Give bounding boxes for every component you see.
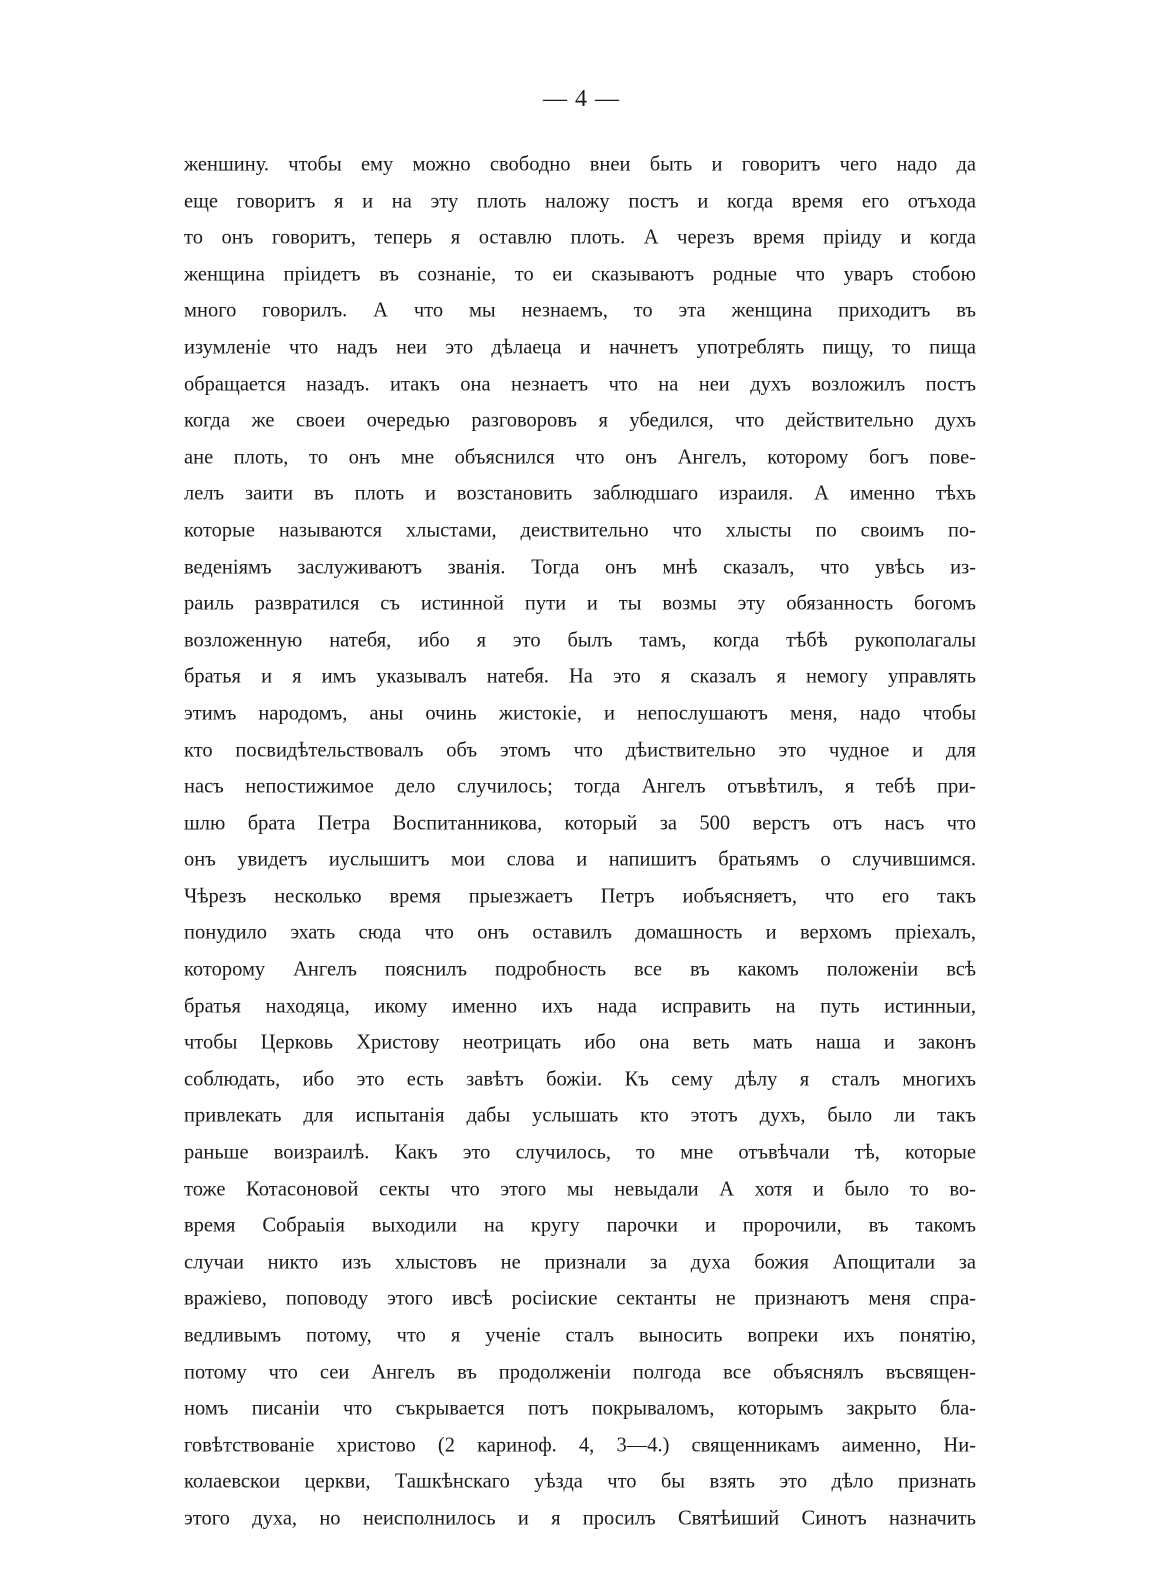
text-line: которому Ангелъ пояснилъ подробность все въ какомъ положенiи всѣ (184, 957, 976, 981)
text-line: много говорилъ. А что мы незнаемъ, то эта женщина приходитъ въ (184, 298, 976, 322)
text-line: то онъ говоритъ, теперь я оставлю плоть. А черезъ время прiиду и когда (184, 225, 976, 249)
text-line: обращается назадъ. итакъ она незнаетъ что на неи духъ возложилъ постъ (184, 371, 976, 396)
text-line: ане плоть, то онъ мне объяснился что онъ Ангелъ, которому богъ пове- (184, 445, 976, 469)
text-line: раиль развратился съ истинной пути и ты возмы эту обязанность богомъ (184, 591, 976, 615)
text-line: раньше воизраилѣ. Какъ это случилось, то мне отъвѣчали тѣ, которые (184, 1140, 976, 1164)
body-text (184, 146, 976, 1537)
text-line: тоже Котасоновой секты что этого мы невыдали А хотя и было то во- (184, 1177, 976, 1201)
text-line: случаи никто изъ хлыстовъ не признали за духа божия Апощитали за (184, 1250, 976, 1274)
text-line: женшину. чтобы ему можно свободно внеи быть и говоритъ чего надо да (184, 152, 976, 176)
text-line: братья и я имъ указывалъ натебя. На это я сказалъ я немогу управлять (184, 664, 976, 688)
text-line: онъ увидетъ иуслышитъ мои слова и напишитъ братьямъ о случившимся. (184, 847, 976, 871)
text-line: номъ писанiи что съкрывается потъ покрываломъ, которымъ закрыто бла- (184, 1396, 976, 1420)
text-line: время Собраыiя выходили на кругу парочки и пророчили, въ такомъ (184, 1213, 976, 1237)
page-number: — 4 — (543, 86, 620, 112)
text-line: этимъ народомъ, аны очинь жистокiе, и непослушаютъ меня, надо чтобы (184, 701, 976, 725)
text-line: изумленiе что надъ неи это дѣлаеца и начнетъ употреблять пищу, то пища (184, 335, 976, 359)
text-line: говѣтствованiе христово (2 кариноф. 4, 3—4.) священникамъ аименно, Ни- (184, 1433, 976, 1457)
text-line: веденiямъ заслуживаютъ званiя. Тогда онъ мнѣ сказалъ, что увѣсь из- (184, 554, 976, 579)
text-line: которые называются хлыстами, деиствительно что хлысты по своимъ по- (184, 518, 976, 542)
text-line: кто посвидѣтельствовалъ объ этомъ что дѣиствительно это чудное и для (184, 737, 976, 762)
text-line: понудило эхать сюда что онъ оставилъ домашность и верхомъ прiехалъ, (184, 920, 976, 945)
text-line: чтобы Церковь Христову неотрицать ибо она веть мать наша и законъ (184, 1030, 976, 1054)
text-line: когда же своеи очередью разговоровъ я убедился, что действительно духъ (184, 408, 976, 432)
text-line: привлекать для испытанiя дабы услышать кто этотъ духъ, было ли такъ (184, 1103, 976, 1127)
text-line: еще говоритъ я и на эту плоть наложу постъ и когда время его отъхода (184, 189, 976, 213)
text-line: этого духа, но неисполнилось и я просилъ Святѣиший Синотъ назначить (184, 1506, 976, 1530)
text-line: женщина прiидетъ въ сознанiе, то еи сказываютъ родные что уваръ стобою (184, 262, 976, 286)
text-line: Чѣрезъ несколько время прыезжаетъ Петръ иобъясняетъ, что его такъ (184, 884, 976, 908)
text-line: шлю брата Петра Воспитанникова, который за 500 верстъ отъ насъ что (184, 811, 976, 835)
text-line: потому что сеи Ангелъ въ продолженiи полгода все объяснялъ въсвящен- (184, 1360, 976, 1384)
text-line: ведливымъ потому, что я ученiе сталъ выносить вопреки ихъ понятiю, (184, 1323, 976, 1347)
text-line: вражiево, поповоду этого ивсѣ росiиские сектанты не признаютъ меня спра- (184, 1286, 976, 1310)
text-line: возложенную натебя, ибо я это былъ тамъ, когда тѣбѣ рукополагалы (184, 628, 976, 652)
text-line: лелъ заити въ плоть и возстановить заблюдшаго израиля. А именно тѣхъ (184, 481, 976, 505)
text-line: колаевскои церкви, Ташкѣнскаго уѣзда что бы взять это дѣло признать (184, 1469, 976, 1493)
text-line: братья находяца, икому именно ихъ нада исправить на путь истинныи, (184, 994, 976, 1018)
text-line: соблюдать, ибо это есть завѣтъ божiи. Къ сему дѣлу я сталъ многихъ (184, 1067, 976, 1091)
text-line: насъ непостижимое дело случилось; тогда Ангелъ отъвѣтилъ, я тебѣ при- (184, 774, 976, 798)
